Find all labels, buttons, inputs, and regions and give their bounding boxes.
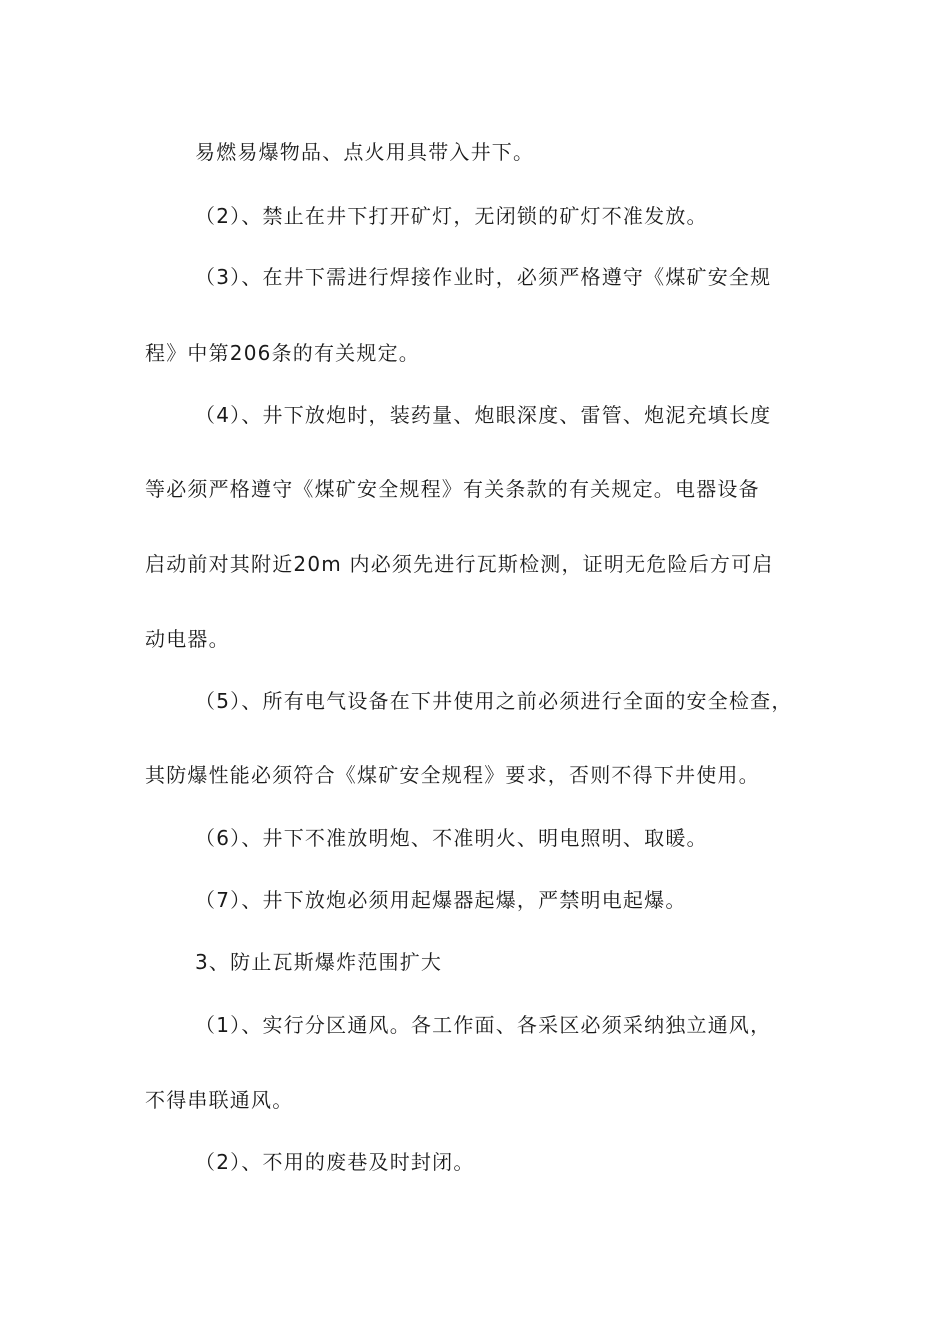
text-line: 其防爆性能必须符合《煤矿安全规程》要求，否则不得下井使用。 xyxy=(145,763,760,787)
text-line: （4）、井下放炮时，装药量、炮眼深度、雷管、炮泥充填长度 xyxy=(195,403,772,427)
section-heading: 3、防止瓦斯爆炸范围扩大 xyxy=(195,950,443,974)
text-line: 不得串联通风。 xyxy=(145,1088,294,1112)
text-line: 启动前对其附近20m 内必须先进行瓦斯检测，证明无危险后方可启 xyxy=(145,552,774,576)
text-line: （3）、在井下需进行焊接作业时，必须严格遵守《煤矿安全规 xyxy=(195,265,772,289)
text-line: 程》中第206条的有关规定。 xyxy=(145,341,420,365)
text-line: （1）、实行分区通风。各工作面、各采区必须采纳独立通风， xyxy=(195,1013,772,1037)
text-line: （2）、不用的废巷及时封闭。 xyxy=(195,1150,475,1174)
text-line: （2）、禁止在井下打开矿灯，无闭锁的矿灯不准发放。 xyxy=(195,204,708,228)
text-line: （6）、井下不准放明炮、不准明火、明电照明、取暖。 xyxy=(195,826,708,850)
text-line: （7）、井下放炮必须用起爆器起爆，严禁明电起爆。 xyxy=(195,888,687,912)
text-line: 等必须严格遵守《煤矿安全规程》有关条款的有关规定。电器设备 xyxy=(145,477,760,501)
text-line: （5）、所有电气设备在下井使用之前必须进行全面的安全检查， xyxy=(195,689,793,713)
text-line: 动电器。 xyxy=(145,627,230,651)
text-line: 易燃易爆物品、点火用具带入井下。 xyxy=(195,140,535,164)
